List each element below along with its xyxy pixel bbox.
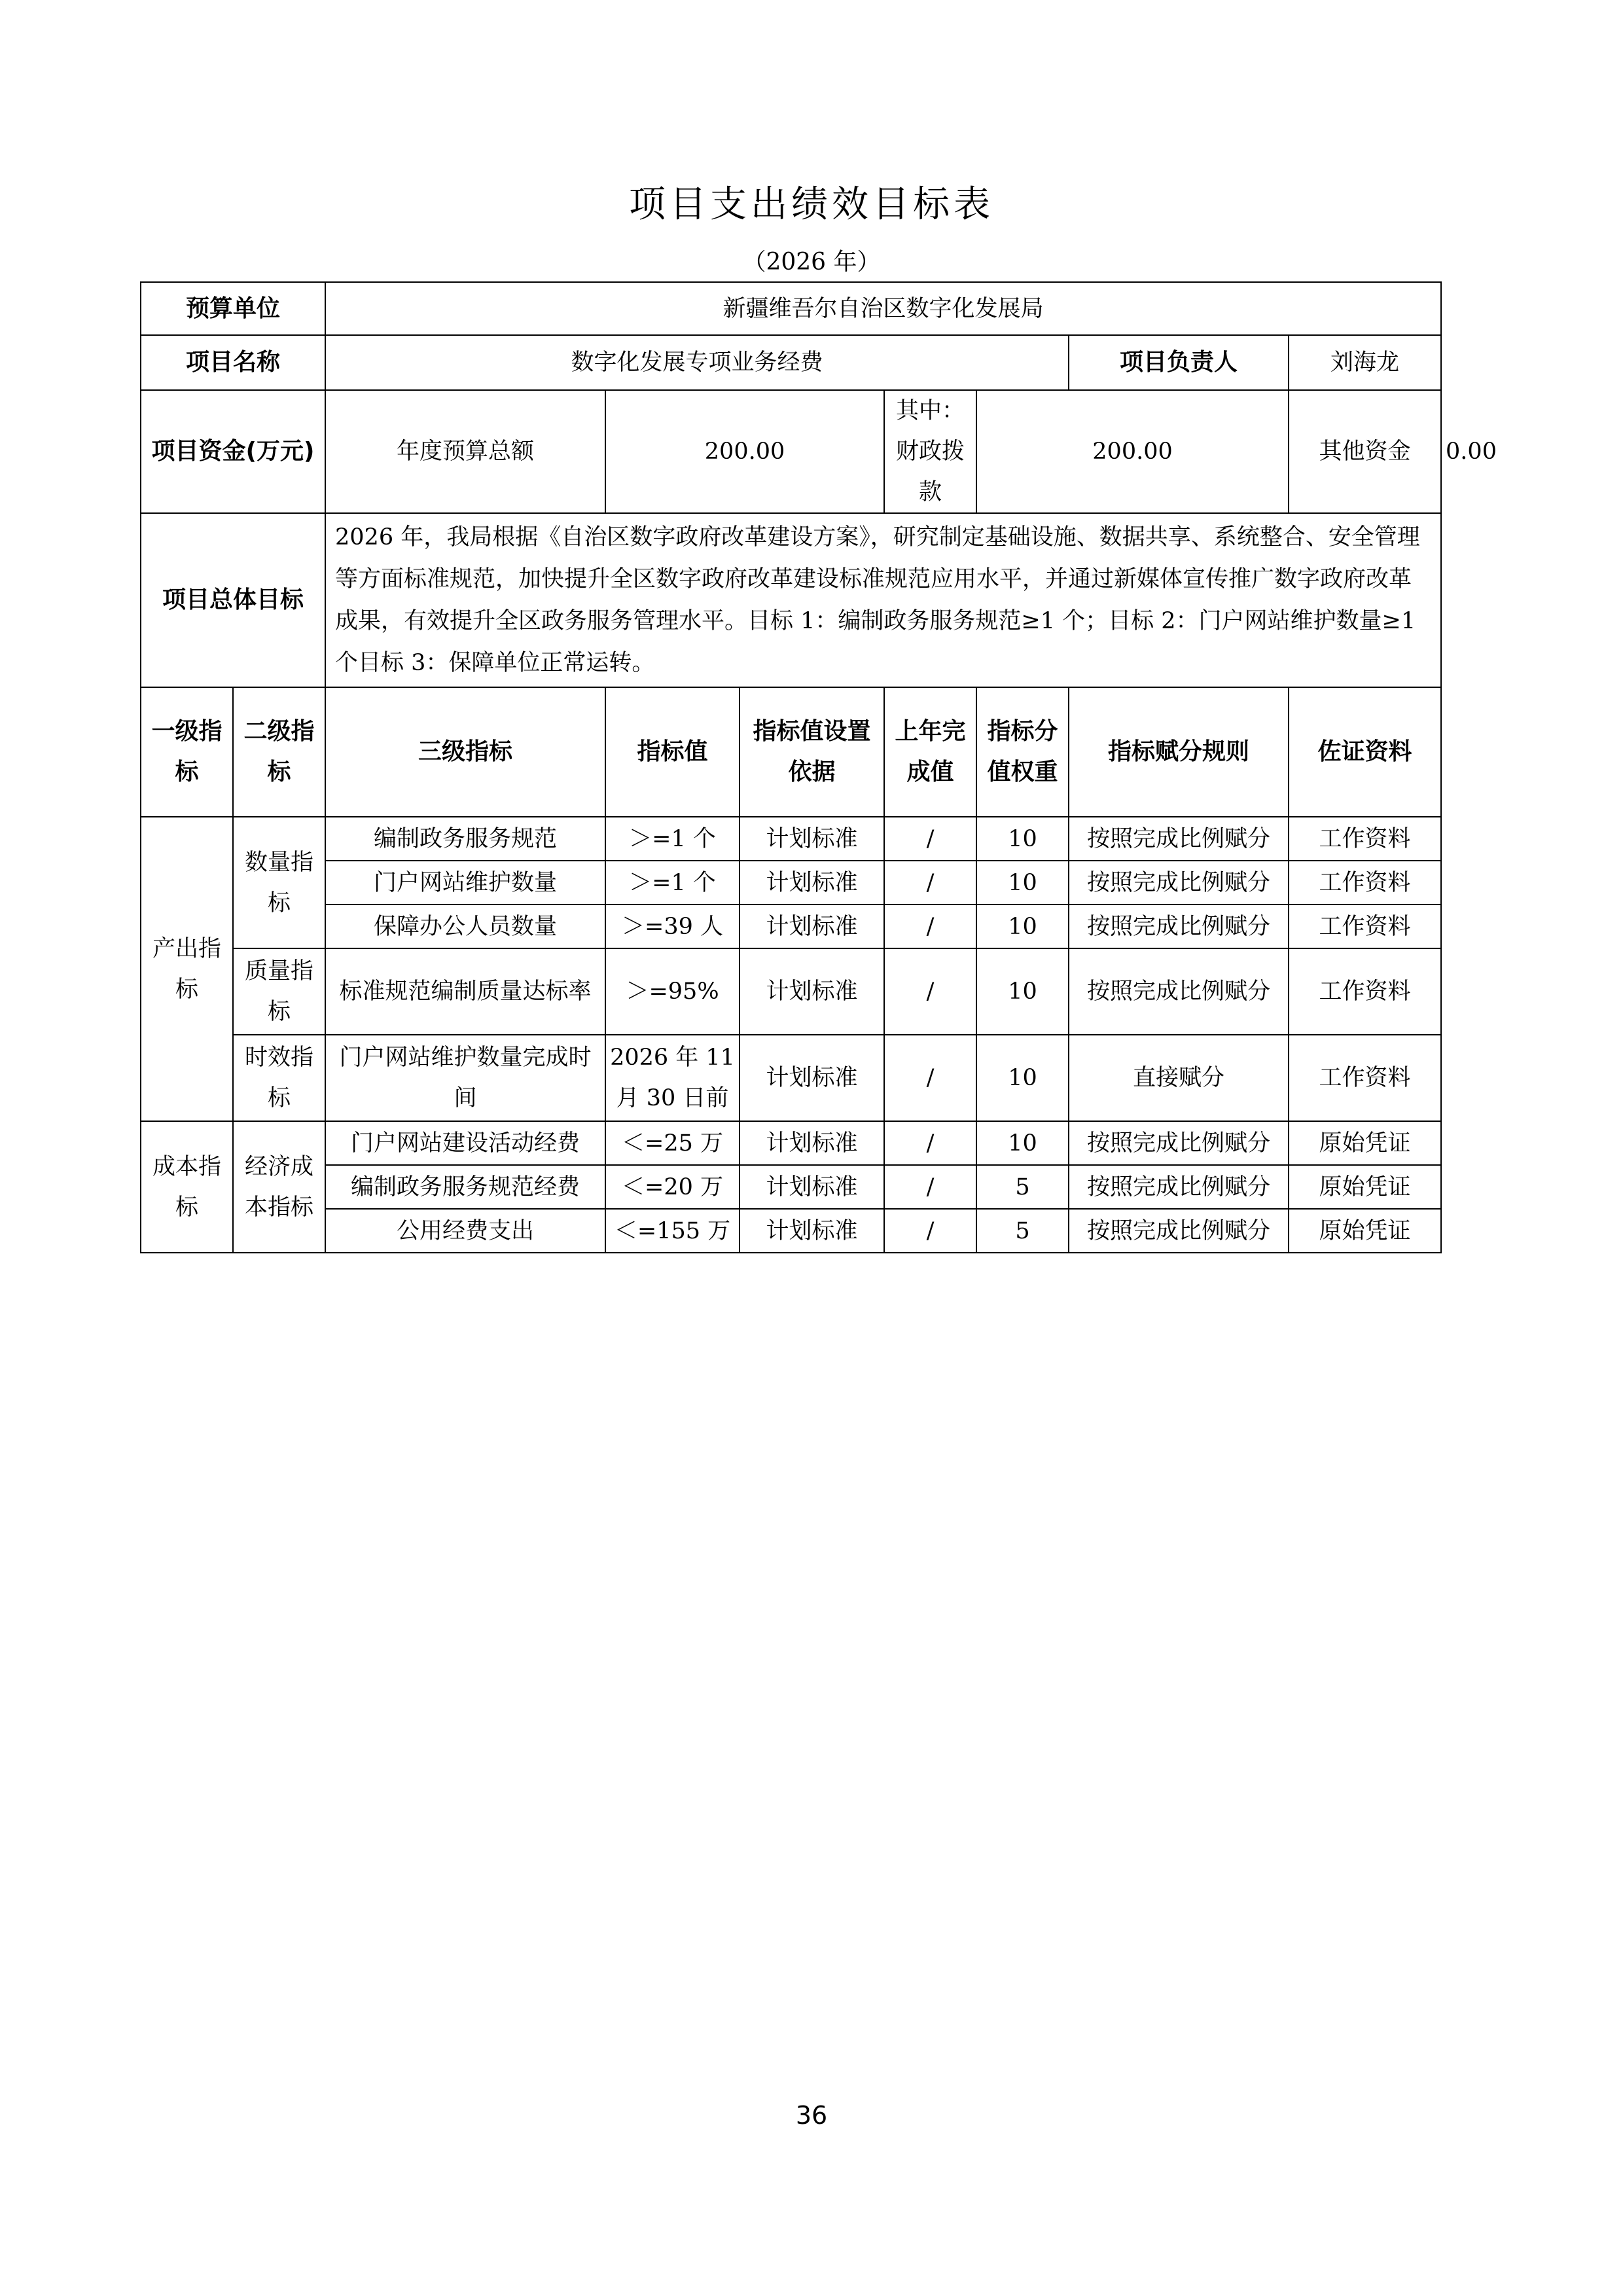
indicator-value: 2026 年 11 月 30 日前 bbox=[605, 1035, 740, 1121]
indicator-evidence: 工作资料 bbox=[1289, 1035, 1441, 1121]
indicator-basis: 计划标准 bbox=[740, 1209, 884, 1253]
indicator-evidence: 工作资料 bbox=[1289, 905, 1441, 948]
table-row bbox=[141, 1209, 1441, 1253]
col-value: 指标值 bbox=[605, 687, 740, 817]
quality-indicator-group: 质量指标 bbox=[233, 948, 325, 1035]
project-name-value: 数字化发展专项业务经费 bbox=[325, 335, 1069, 390]
indicator-last-year: / bbox=[884, 1035, 976, 1121]
project-funds-label: 项目资金(万元) bbox=[141, 390, 325, 513]
col-rule: 指标赋分规则 bbox=[1069, 687, 1289, 817]
table-row bbox=[141, 948, 1441, 1035]
page-number: 36 bbox=[795, 2101, 828, 2130]
indicator-weight: 10 bbox=[976, 905, 1069, 948]
indicator-last-year: / bbox=[884, 948, 976, 1035]
indicator-basis: 计划标准 bbox=[740, 948, 884, 1035]
cost-indicator-group: 成本指标 bbox=[141, 1121, 233, 1253]
performance-target-table bbox=[140, 281, 1497, 1253]
table-row bbox=[141, 1035, 1441, 1121]
project-leader-value: 刘海龙 bbox=[1289, 335, 1441, 390]
indicator-weight: 5 bbox=[976, 1209, 1069, 1253]
indicator-weight: 10 bbox=[976, 1035, 1069, 1121]
table-row bbox=[141, 1165, 1441, 1209]
indicator-last-year: / bbox=[884, 817, 976, 861]
budget-unit-value: 新疆维吾尔自治区数字化发展局 bbox=[325, 282, 1441, 335]
annual-total-label: 年度预算总额 bbox=[325, 390, 605, 513]
indicator-name: 公用经费支出 bbox=[325, 1209, 605, 1253]
project-name-label: 项目名称 bbox=[141, 335, 325, 390]
indicator-basis: 计划标准 bbox=[740, 817, 884, 861]
indicator-name: 标准规范编制质量达标率 bbox=[325, 948, 605, 1035]
quantity-indicator-group: 数量指标 bbox=[233, 817, 325, 948]
other-funds-label: 其他资金 bbox=[1289, 390, 1441, 513]
indicator-last-year: / bbox=[884, 1209, 976, 1253]
indicator-last-year: / bbox=[884, 861, 976, 905]
indicator-last-year: / bbox=[884, 905, 976, 948]
budget-unit-row bbox=[141, 282, 1441, 335]
document-title: 项目支出绩效目标表 bbox=[629, 183, 994, 226]
table-row bbox=[141, 861, 1441, 905]
table-row bbox=[141, 1121, 1441, 1165]
indicator-evidence: 工作资料 bbox=[1289, 948, 1441, 1035]
project-name-row bbox=[141, 335, 1441, 390]
indicator-rule: 直接赋分 bbox=[1069, 1035, 1289, 1121]
indicator-value: ＞=95% bbox=[605, 948, 740, 1035]
col-last-year: 上年完成值 bbox=[884, 687, 976, 817]
col-basis: 指标值设置依据 bbox=[740, 687, 884, 817]
economic-cost-indicator-group: 经济成本指标 bbox=[233, 1121, 325, 1253]
indicator-basis: 计划标准 bbox=[740, 861, 884, 905]
fiscal-label: 其中：财政拨款 bbox=[884, 390, 976, 513]
indicator-name: 编制政务服务规范经费 bbox=[325, 1165, 605, 1209]
indicator-header-row bbox=[141, 687, 1441, 817]
indicator-name: 门户网站维护数量 bbox=[325, 861, 605, 905]
col-level2: 二级指标 bbox=[233, 687, 325, 817]
col-evidence: 佐证资料 bbox=[1289, 687, 1441, 817]
table-row bbox=[141, 905, 1441, 948]
overall-goal-row bbox=[141, 513, 1441, 687]
indicator-name: 门户网站建设活动经费 bbox=[325, 1121, 605, 1165]
indicator-last-year: / bbox=[884, 1165, 976, 1209]
indicator-rule: 按照完成比例赋分 bbox=[1069, 905, 1289, 948]
timeliness-indicator-group: 时效指标 bbox=[233, 1035, 325, 1121]
indicator-value: ＜=25 万 bbox=[605, 1121, 740, 1165]
fiscal-value: 200.00 bbox=[976, 390, 1289, 513]
indicator-weight: 10 bbox=[976, 948, 1069, 1035]
indicator-rule: 按照完成比例赋分 bbox=[1069, 1121, 1289, 1165]
indicator-value: ＞=1 个 bbox=[605, 817, 740, 861]
output-indicator-group: 产出指标 bbox=[141, 817, 233, 1121]
table-row bbox=[141, 817, 1441, 861]
overall-goal-label: 项目总体目标 bbox=[141, 513, 325, 687]
indicator-weight: 10 bbox=[976, 1121, 1069, 1165]
indicator-weight: 10 bbox=[976, 861, 1069, 905]
col-level1: 一级指标 bbox=[141, 687, 233, 817]
indicator-basis: 计划标准 bbox=[740, 905, 884, 948]
indicator-value: ＞=1 个 bbox=[605, 861, 740, 905]
indicator-value: ＜=20 万 bbox=[605, 1165, 740, 1209]
indicator-basis: 计划标准 bbox=[740, 1121, 884, 1165]
indicator-weight: 10 bbox=[976, 817, 1069, 861]
indicator-weight: 5 bbox=[976, 1165, 1069, 1209]
indicator-name: 门户网站维护数量完成时间 bbox=[325, 1035, 605, 1121]
indicator-value: ＜=155 万 bbox=[605, 1209, 740, 1253]
indicator-evidence: 原始凭证 bbox=[1289, 1165, 1441, 1209]
budget-unit-label: 预算单位 bbox=[141, 282, 325, 335]
indicator-evidence: 原始凭证 bbox=[1289, 1121, 1441, 1165]
indicator-value: ＞=39 人 bbox=[605, 905, 740, 948]
indicator-basis: 计划标准 bbox=[740, 1165, 884, 1209]
col-weight: 指标分值权重 bbox=[976, 687, 1069, 817]
indicator-evidence: 原始凭证 bbox=[1289, 1209, 1441, 1253]
overall-goal-text: 2026 年，我局根据《自治区数字政府改革建设方案》，研究制定基础设施、数据共享、系统整合、安全管理等方面标准规范，加快提升全区数字政府改革建设标准规范应用水平，并通过新媒体宣传推广数字政府改革成果，有效提升全区政务服务管理水平。目标 1：编制政务服务规范≥1 个；目标 2：门户网站维护数量≥1 个目标 3：保障单位正常运转。 bbox=[325, 513, 1441, 687]
indicator-last-year: / bbox=[884, 1121, 976, 1165]
project-leader-label: 项目负责人 bbox=[1069, 335, 1289, 390]
indicator-rule: 按照完成比例赋分 bbox=[1069, 948, 1289, 1035]
col-level3: 三级指标 bbox=[325, 687, 605, 817]
year-label: （2026 年） bbox=[742, 249, 881, 276]
indicator-rule: 按照完成比例赋分 bbox=[1069, 1165, 1289, 1209]
indicator-basis: 计划标准 bbox=[740, 1035, 884, 1121]
indicator-rule: 按照完成比例赋分 bbox=[1069, 861, 1289, 905]
indicator-evidence: 工作资料 bbox=[1289, 861, 1441, 905]
indicator-name: 保障办公人员数量 bbox=[325, 905, 605, 948]
indicator-evidence: 工作资料 bbox=[1289, 817, 1441, 861]
indicator-name: 编制政务服务规范 bbox=[325, 817, 605, 861]
annual-total-value: 200.00 bbox=[605, 390, 884, 513]
project-funds-row: 项目资金(万元) 年度预算总额 200.00 其中：财政拨款 200.00 其他资金 0.00 bbox=[141, 390, 1441, 513]
indicator-rule: 按照完成比例赋分 bbox=[1069, 1209, 1289, 1253]
indicator-rule: 按照完成比例赋分 bbox=[1069, 817, 1289, 861]
